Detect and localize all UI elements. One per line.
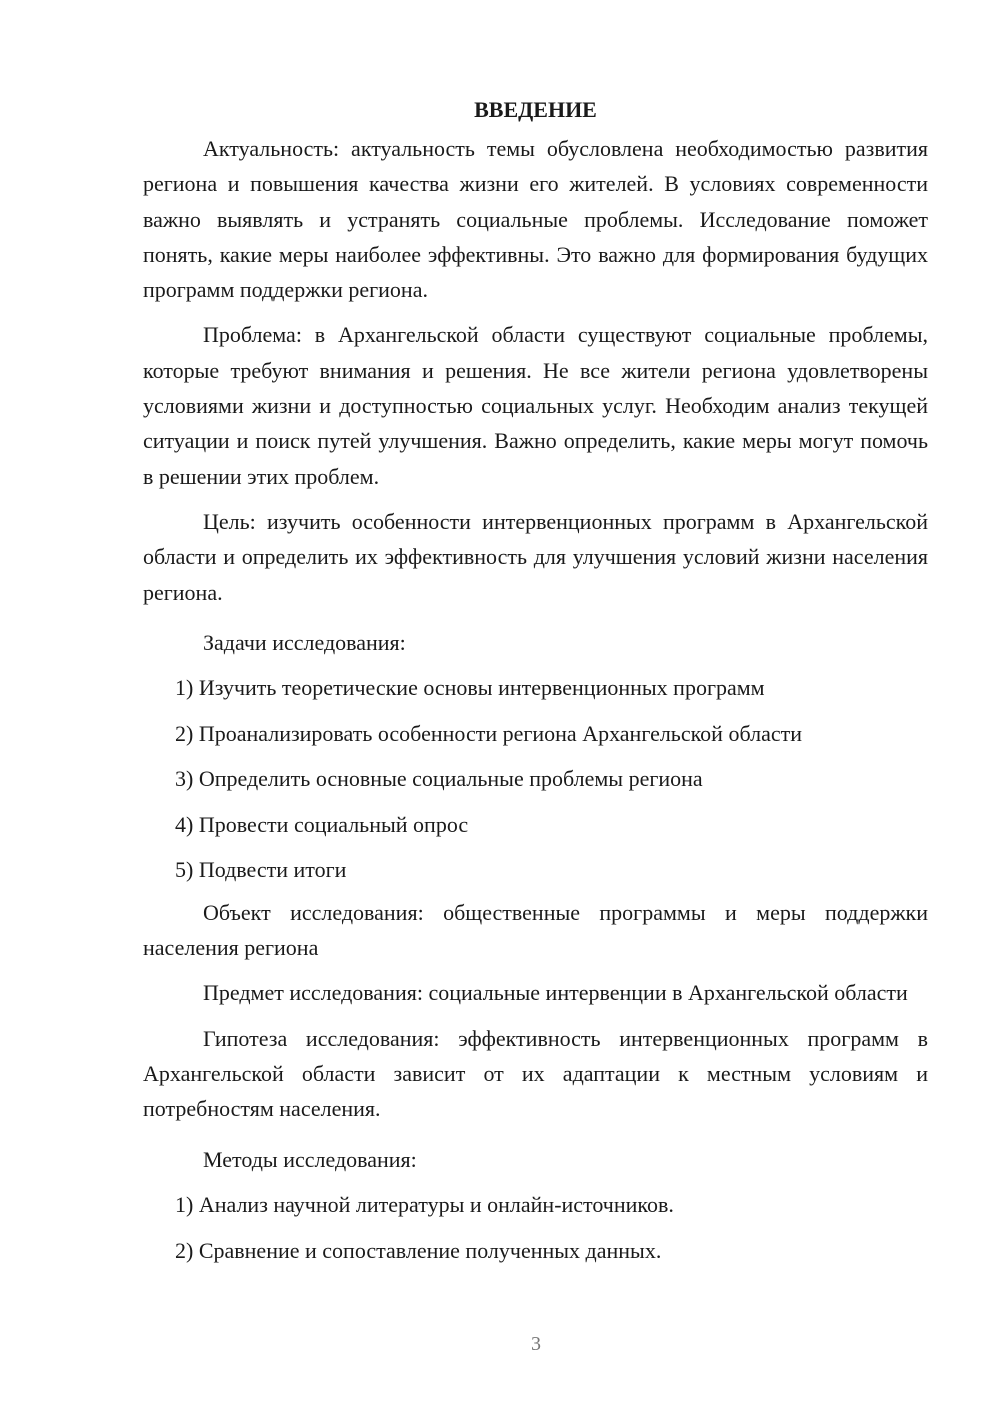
methods-heading: Методы исследования: xyxy=(203,1146,417,1172)
paragraph-hypothesis: Гипотеза исследования: эффективность интервенционных программ в Архангельской области зависит от их адаптации к местным условиям и потребностям населения. xyxy=(143,1025,928,1122)
list-item: 1) Изучить теоретические основы интервенционных программ xyxy=(175,675,765,701)
paragraph-relevance: Актуальность: актуальность темы обусловлена необходимостью развития региона и повышения качества жизни его жителей. В условиях современности важно выявлять и устранять социальные проблемы. Исследование поможет понять, какие меры наиболее эффективны. Это важно для формирования будущих программ поддержки региона. xyxy=(143,136,928,303)
paragraph-goal: Цель: изучить особенности интервенционных программ в Архангельской области и определить их эффективность для улучшения условий жизни населения региона. xyxy=(143,508,928,605)
page-number: 3 xyxy=(531,1333,541,1355)
tasks-heading: Задачи исследования: xyxy=(203,629,406,655)
methods-list xyxy=(143,1182,928,1273)
list-item: 3) Определить основные социальные проблемы региона xyxy=(175,766,703,792)
list-item: 2) Проанализировать особенности региона Архангельской области xyxy=(175,720,802,746)
section-title: ВВЕДЕНИЕ xyxy=(474,97,597,122)
list-item: 4) Провести социальный опрос xyxy=(175,811,469,837)
list-item: 1) Анализ научной литературы и онлайн-источников. xyxy=(175,1192,674,1218)
paragraph-object: Объект исследования: общественные программы и меры поддержки населения региона xyxy=(143,899,928,961)
paragraph-subject: Предмет исследования: социальные интервенции в Архангельской области xyxy=(203,980,908,1006)
list-item: 5) Подвести итоги xyxy=(175,857,347,883)
paragraph-problem: Проблема: в Архангельской области существуют социальные проблемы, которые требуют внимания и решения. Не все жители региона удовлетворены условиями жизни и доступностью социальных услуг. Необходим анализ текущей ситуации и поиск путей улучшения. Важно определить, какие меры могут помочь в решении этих проблем. xyxy=(143,322,928,489)
page-content xyxy=(143,95,928,1273)
tasks-list xyxy=(143,665,928,893)
list-item: 2) Сравнение и сопоставление полученных данных. xyxy=(175,1237,662,1263)
